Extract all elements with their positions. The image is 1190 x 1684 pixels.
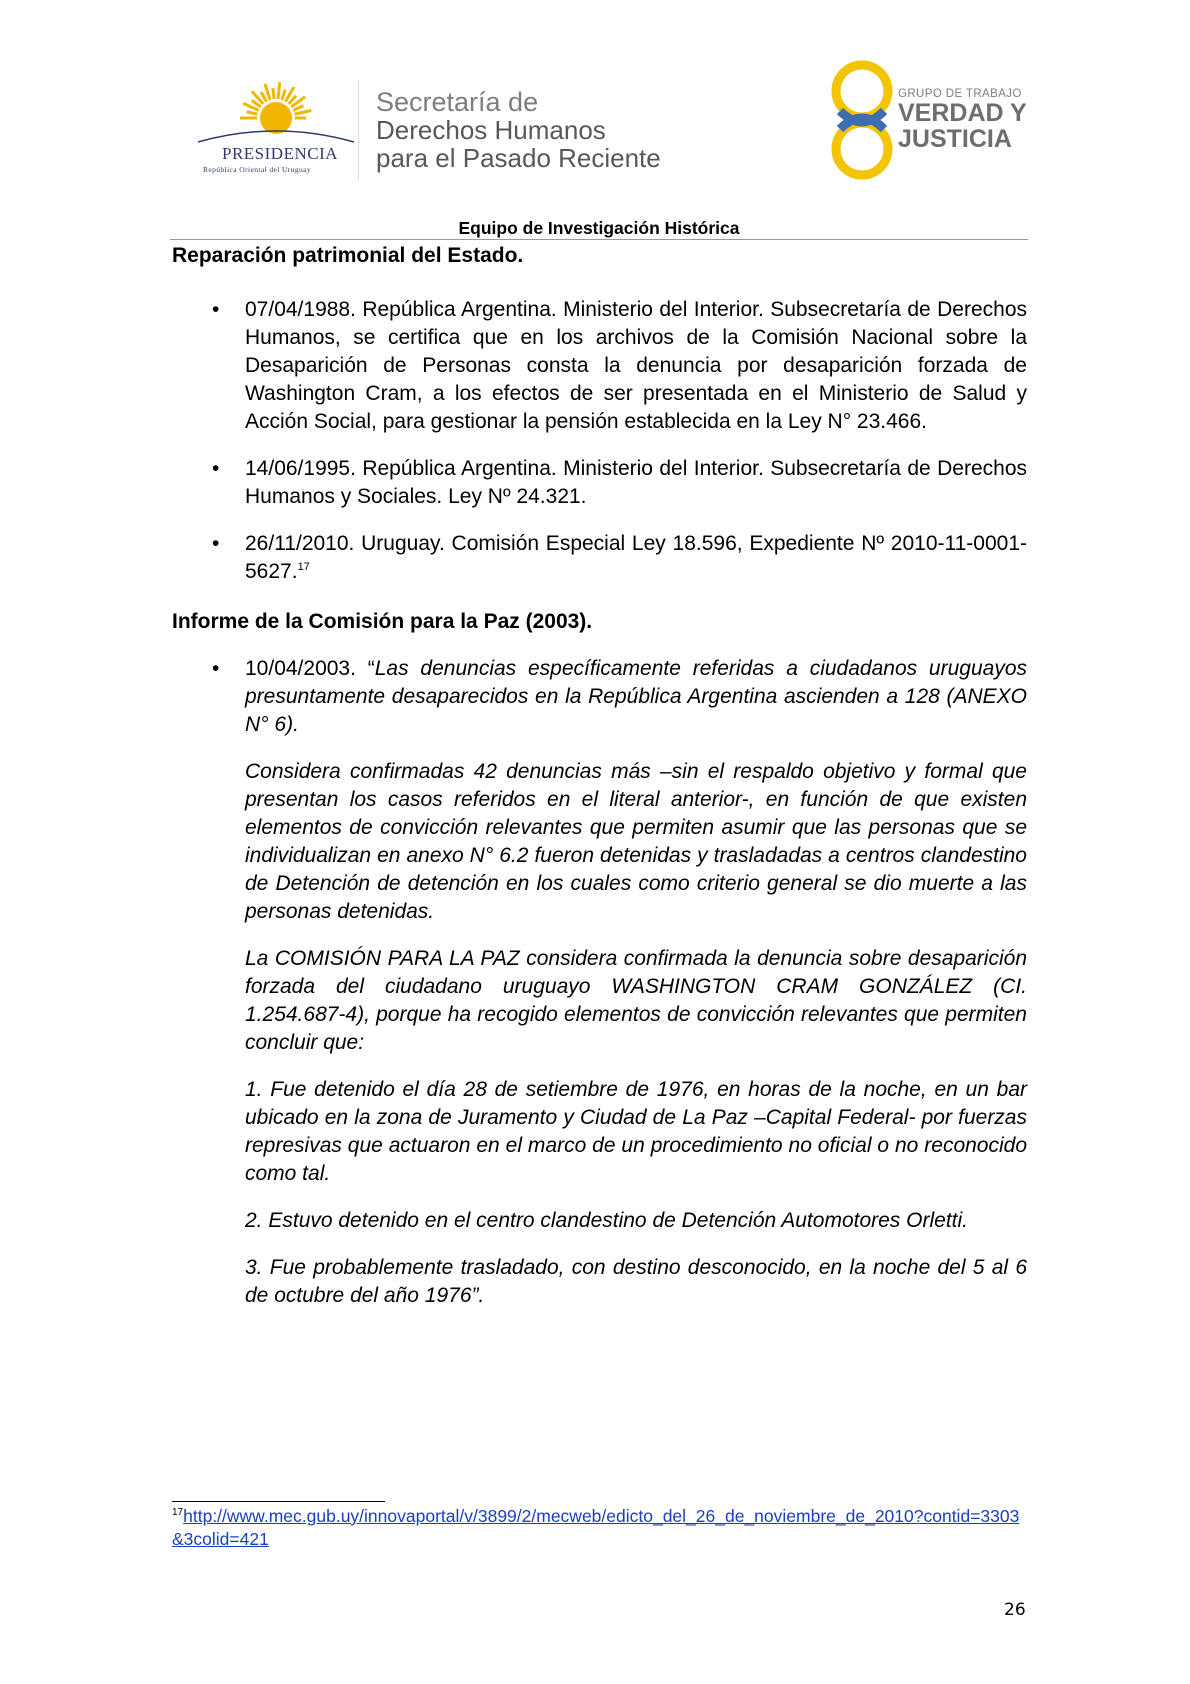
sun-disc xyxy=(260,102,292,134)
bullet-icon: • xyxy=(212,457,220,480)
verdad-justicia-text xyxy=(898,88,1027,152)
secretaria-logo-text xyxy=(376,88,661,172)
logo-divider xyxy=(358,80,359,180)
page-header xyxy=(0,0,1190,215)
header-rule xyxy=(170,239,1028,240)
running-head: Equipo de Investigación Histórica xyxy=(458,218,740,238)
quote-paragraph: Considera confirmadas 42 denuncias más –sin el respaldo objetivo y formal que presentan los casos referidos en el literal anterior-, en función de que existen elementos de convicción relevantes que permiten asumir que las personas que se individualizan en anexo N° 6.2 fueron detenidas y trasladadas a centros clandestino de Detención de detención en los cuales como criterio general se dio muerte a las personas detenidas. xyxy=(245,760,1027,923)
list-item-text: 26/11/2010. Uruguay. Comisión Especial Ley 18.596, Expediente Nº 2010-11-0001-5627. xyxy=(245,532,1027,583)
bullet-icon: • xyxy=(212,532,220,555)
page-number: 26 xyxy=(1004,1600,1026,1620)
list-item xyxy=(172,455,1027,511)
sun-ray xyxy=(273,88,274,99)
quote-paragraph: La COMISIÓN PARA LA PAZ considera confirmada la denuncia sobre desaparición forzada del ciudadano uruguayo WASHINGTON CRAM GONZÁLEZ (CI. 1.254.687-4), porque ha recogido elementos de convicción relevantes que permiten concluir que: xyxy=(245,947,1027,1054)
grupo-line-1: GRUPO DE TRABAJO xyxy=(898,88,1022,100)
list-item-prefix: 10/04/2003. “ xyxy=(245,657,375,680)
footnote-separator xyxy=(172,1501,385,1502)
document-body xyxy=(172,242,1027,1310)
secretaria-line-3: para el Pasado Reciente xyxy=(376,143,661,173)
quote-paragraph: 2. Estuvo detenido en el centro clandestino de Detención Automotores Orletti. xyxy=(245,1209,968,1232)
list-item-text: 14/06/1995. República Argentina. Ministerio del Interior. Subsecretaría de Derechos Humanos y Sociales. Ley Nº 24.321. xyxy=(245,457,1027,508)
sun-ray xyxy=(282,89,285,99)
footnote xyxy=(172,1505,1027,1551)
footnote-reference[interactable]: 17 xyxy=(297,561,310,573)
footnote-number: 17 xyxy=(172,1507,184,1519)
sun-ray xyxy=(247,112,258,114)
list-item-text: 07/04/1988. República Argentina. Ministerio del Interior. Subsecretaría de Derechos Humanos, se certifica que en los archivos de la Comisión Nacional sobre la Desaparición de Personas consta la denuncia por desaparición forzada de Washington Cram, a los efectos de ser presentada en el Ministerio de Salud y Acción Social, para gestionar la pensión establecida en la Ley N° 23.466. xyxy=(245,298,1027,433)
sun-ray xyxy=(278,82,280,99)
grupo-line-2: VERDAD Y xyxy=(898,99,1027,127)
bullet-icon: • xyxy=(212,657,220,680)
sun-ray xyxy=(293,106,303,110)
sun-ray xyxy=(295,111,312,115)
presidencia-name: PRESIDENCIA xyxy=(222,144,339,163)
quote-text: Las denuncias específicamente referidas a ciudadanos uruguayos presuntamente desaparecidos en la República Argentina ascienden a 128 (ANEXO N° 6). xyxy=(245,657,1027,736)
list-item xyxy=(172,296,1027,436)
footnote-link[interactable]: http://www.mec.gub.uy/innovaportal/v/3899/2/mecweb/edicto_del_26_de_noviembre_de_2010?contid=3303&3colid=421 xyxy=(172,1506,1020,1549)
section-title-comision-paz: Informe de la Comisión para la Paz (2003). xyxy=(172,610,593,633)
secretaria-line-2: Derechos Humanos xyxy=(376,115,606,145)
list-item xyxy=(172,655,1027,739)
bullet-icon: • xyxy=(212,298,220,321)
quote-paragraph: 1. Fue detenido el día 28 de setiembre de 1976, en horas de la noche, en un bar ubicado en la zona de Juramento y Ciudad de La Paz –Capital Federal- por fuerzas represivas que actuaron en el marco de un procedimiento no oficial o no reconocido como tal. xyxy=(245,1078,1027,1185)
list-item xyxy=(172,530,1027,586)
secretaria-line-1: Secretaría de xyxy=(376,87,539,117)
presidencia-subtitle: República Oriental del Uruguay xyxy=(203,165,312,174)
grupo-line-3: JUSTICIA xyxy=(898,125,1012,153)
quote-paragraph: 3. Fue probablemente trasladado, con destino desconocido, en la noche del 5 al 6 de octubre del año 1976”. xyxy=(245,1256,1027,1307)
verdad-justicia-rings-logo xyxy=(822,55,902,185)
section-title-reparacion: Reparación patrimonial del Estado. xyxy=(172,244,524,267)
